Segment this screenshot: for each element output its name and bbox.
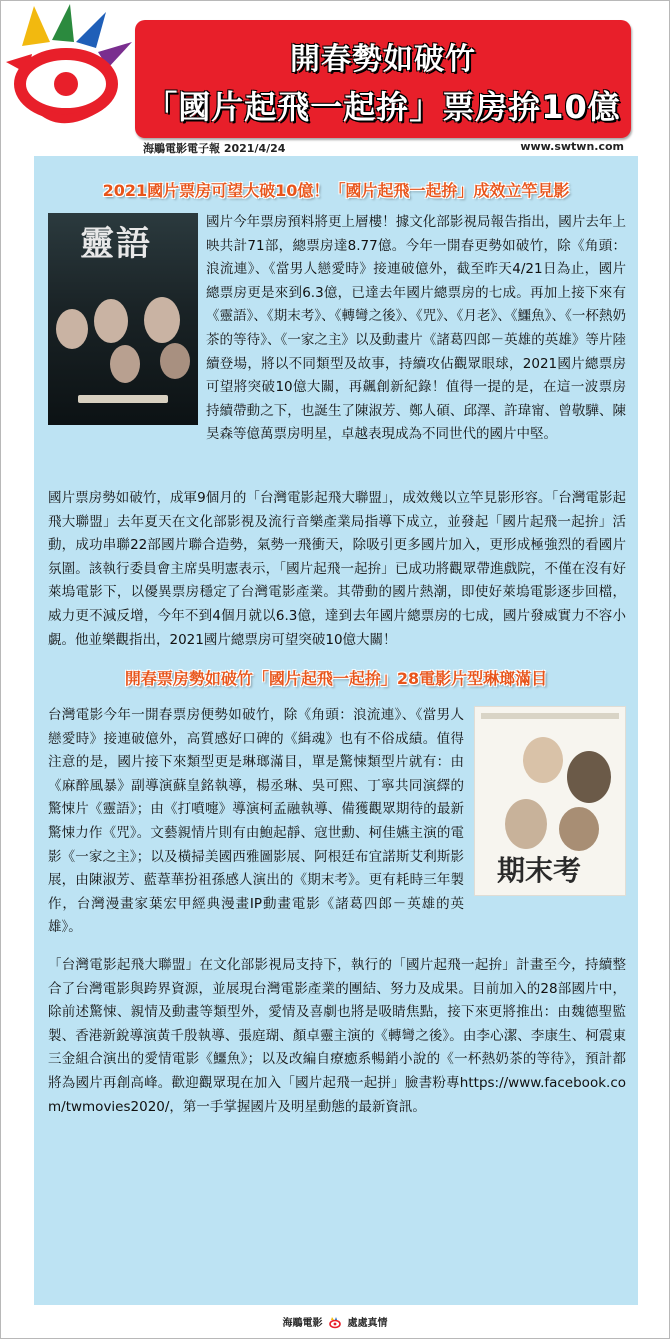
section1-paragraph1 — [48, 211, 626, 447]
section1-paragraph2: 國片票房勢如破竹，成軍9個月的「台灣電影起飛大聯盟」，成效幾以立竿見影形容。「台灣電影起飛大聯盟」去年夏天在文化部影視及流行音樂產業局指導下成立，並發起「國片起飛一起拚」活動，成功串聯22部國片聯合造勢，氣勢一飛衝天，除吸引更多國片加入，更形成極強烈的看國片氛圍。該執行委員會主席吳明憲表示，「國片起飛一起拚」已成功將觀眾帶進戲院，不僅在沒有好萊塢電影下，以優異票房穩定了台灣電影產業。其帶動的國片熱潮，即使好萊塢電影逐步回檔，威力更不減反增，今年不到4個月就以6.3億，達到去年國片總票房的七成，國片發威實力不容小覷。他並樂觀指出，2021國片總票房可望突破10億大關！ — [48, 490, 626, 648]
footer-logo-icon — [328, 1317, 342, 1329]
section2-heading: 開春票房勢如破竹「國片起飛一起拚」28電影片型琳瑯滿目 — [124, 669, 548, 688]
title-banner — [135, 20, 631, 138]
swtwn-logo-icon — [4, 2, 136, 134]
banner-title-line2: 「國片起飛一起拚」票房拚10億 — [145, 88, 621, 126]
poster-qi-mo-kao-title: 期末考 — [497, 854, 582, 887]
footer-right-text: 處處真情 — [347, 1318, 388, 1329]
poster-qi-mo-kao — [474, 706, 626, 896]
footer — [0, 1314, 670, 1329]
banner-title-line1: 開春勢如破竹 — [290, 42, 476, 77]
poster-ling-yu — [48, 213, 198, 425]
article-panel — [34, 156, 638, 1305]
section2-paragraph1 — [48, 704, 626, 940]
poster-qi-mo-kao-art — [474, 706, 626, 896]
section1-paragraph1-text: 國片今年票房預料將更上層樓！據文化部影視局報告指出，國片去年上映共計71部，總票房達8.77億。今年一開春更勢如破竹，除《角頭：浪流連》、《當男人戀愛時》接連破億外，截至昨天4/21日為止，國片總票房更是來到6.3億，已達去年國片總票房的七成。再加上接下來有《靈語》、《期末考》、《轉彎之後》、《咒》、《月老》、《鱷魚》、《一杯熱奶茶的等待》、《一家之主》以及動畫片《諸葛四郎－英雄的英雄》等片陸續登場，將以不同類型及故事，持續攻佔觀眾眼球，2021國片總票房可望將突破10億大關，再飆創新紀錄！值得一提的是，在這一波票房持續帶動之下，也誕生了陳淑芳、鄭人碩、邱澤、許瑋甯、曾敬驊、陳昊森等億萬票房明星，卓越表現成為不同世代的國片中堅。 — [206, 214, 626, 443]
website-link[interactable]: www.swtwn.com — [520, 140, 624, 153]
footer-left-text: 海鵰電影 — [282, 1318, 323, 1329]
poster-ling-yu-art — [48, 213, 198, 425]
section1-heading: 2021國片票房可望大破10億！「國片起飛一起拚」成效立竿見影 — [102, 181, 570, 200]
poster-ling-yu-title: 靈語 — [80, 224, 152, 264]
section2-paragraph1-text: 台灣電影今年一開春票房便勢如破竹，除《角頭：浪流連》、《當男人戀愛時》接連破億外，高質感好口碑的《緝魂》也有不俗成績。值得注意的是，國片接下來類型更是琳瑯滿目，單是驚悚類型片就有：由《麻醉風暴》副導演蘇皇銘執導，楊丞琳、吳可熙、丁寧共同演繹的驚悚片《靈語》；由《打噴嚏》導演柯孟融執導、備獲觀眾期待的最新驚悚力作《咒》。文藝親情片則有由鮑起靜、寇世勳、柯佳嬿主演的電影《一家之主》；以及橫掃美國西雅圖影展、阿根廷布宜諾斯艾利斯影展，由陳淑芳、藍葦華扮祖孫感人演出的《期末考》。更有耗時三年製作，台灣漫畫家葉宏甲經典漫畫IP動畫電影《諸葛四郎－英雄的英雄》。 — [48, 707, 464, 936]
section2-paragraph2: 「台灣電影起飛大聯盟」在文化部影視局支持下，執行的「國片起飛一起拚」計畫至今，持續整合了台灣電影與跨界資源，並展現台灣電影產業的團結、努力及成果。目前加入的28部國片中，除前述驚悚、親情及動畫等類型外，愛情及喜劇也將是吸睛焦點，接下來更將推出：由魏德聖監製、香港新銳導演黃千殷執導、張庭瑚、顏卓靈主演的《轉彎之後》。由李心潔、李康生、柯震東三金組合演出的愛情電影《鱷魚》；以及改編自療癒系暢銷小說的《一杯熱奶茶的等待》，預計都將為國片再創高峰。歡迎觀眾現在加入「國片起飛一起拼」臉書粉專https://www.facebook.com/twmovies2020/，第一手掌握國片及明星動態的最新資訊。 — [48, 957, 626, 1115]
source-date: 海鵰電影電子報 2021/4/24 — [143, 142, 286, 155]
